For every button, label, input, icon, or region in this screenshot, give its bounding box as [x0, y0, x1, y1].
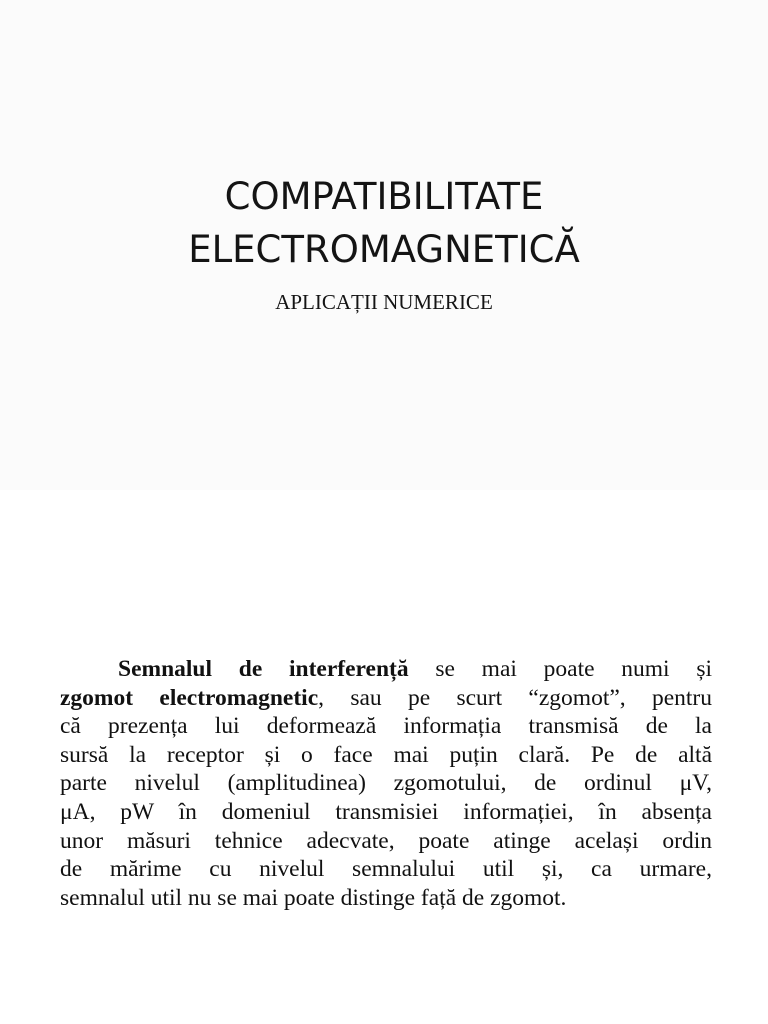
paragraph-line-9: semnalul util nu se mai poate distinge față de zgomot.: [60, 884, 567, 911]
paragraph-line-7: unor măsuri tehnice adecvate, poate atinge același ordin: [60, 827, 712, 854]
paragraph-text-2: , sau pe scurt “zgomot”, pentru: [318, 684, 712, 711]
paragraph-line-5: parte nivelul (amplitudinea) zgomotului, de ordinul μV,: [60, 770, 712, 797]
paragraph-line-1: [60, 655, 712, 684]
body-paragraph: [60, 655, 712, 912]
paragraph-line-6: μA, pW în domeniul transmisiei informației, în absența: [60, 798, 712, 825]
title-slide: [0, 0, 768, 490]
term-electromagnetic-noise: zgomot electromagnetic: [60, 684, 319, 711]
subtitle: APLICAȚII NUMERICE: [275, 290, 493, 314]
paragraph-text-1: se mai poate numi și: [408, 656, 712, 682]
title-line-2: ELECTROMAGNETICĂ: [188, 228, 580, 271]
paragraph-line-3: că prezența lui deformează informația transmisă de la: [60, 713, 712, 740]
text-slide: [0, 490, 768, 1024]
term-interference-signal: Semnalul de interferență: [118, 656, 409, 682]
title-line-1: COMPATIBILITATE: [224, 175, 544, 218]
paragraph-line-8: de mărime cu nivelul semnalului util și, ca urmare,: [60, 856, 712, 883]
paragraph-line-4: sursă la receptor și o face mai puțin clară. Pe de altă: [60, 741, 712, 768]
paragraph-line-2: [60, 684, 712, 713]
